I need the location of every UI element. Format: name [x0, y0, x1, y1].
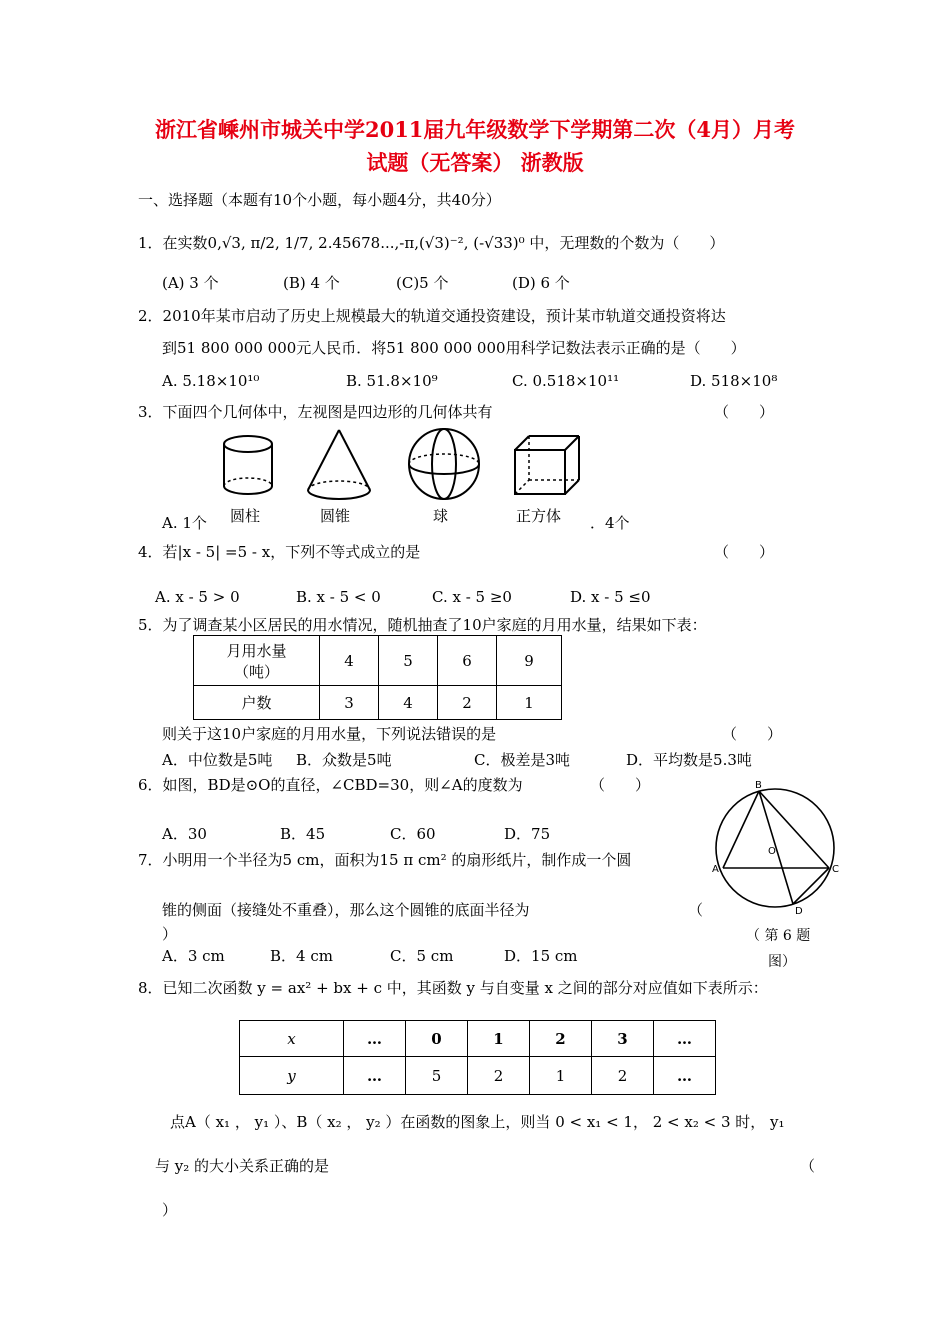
q2-option-a: A. 5.18×10¹⁰ — [162, 372, 260, 390]
q5-cell: 1 — [497, 686, 562, 720]
q8-x-label: x — [240, 1021, 344, 1057]
q8-y-cell: 1 — [530, 1057, 592, 1095]
q8-stem-3: 与 y₂ 的大小关系正确的是 — [155, 1157, 330, 1175]
q2-stem-line1: 2．2010年某市启动了历史上规模最大的轨道交通投资建设，预计某市轨道交通投资将达 — [138, 307, 726, 325]
q8-x-cell: 2 — [530, 1021, 592, 1057]
q1-option-b: (B) 4 个 — [283, 274, 340, 292]
q2-stem-line2: 到51 800 000 000元人民币．将51 800 000 000用科学记数法表示正确的是（ ） — [162, 339, 746, 357]
q5-water-table — [193, 635, 562, 720]
q4-stem: 4．若|x - 5| =5 - x，下列不等式成立的是 — [138, 543, 421, 561]
point-label-c: C — [832, 864, 839, 875]
q6-option-b: B．45 — [280, 825, 326, 843]
q8-y-label: y — [240, 1057, 344, 1095]
cylinder-shape — [224, 436, 272, 494]
q7-stem-line2: 锥的侧面（接缝处不重叠），那么这个圆锥的底面半径为 — [162, 901, 530, 919]
q5-cell: 3 — [320, 686, 379, 720]
q5-table-header-households: 户数 — [194, 686, 320, 720]
q5-header-usage-line2: （吨） — [233, 662, 279, 681]
q5-cell: 5 — [379, 636, 438, 686]
label-cylinder: 圆柱 — [230, 507, 261, 525]
q7-option-b: B．4 cm — [270, 947, 333, 965]
q5-cell: 6 — [438, 636, 497, 686]
sphere-shape — [409, 429, 479, 499]
q5-stem: 5．为了调查某小区居民的用水情况，随机抽查了10户家庭的月用水量，结果如下表： — [138, 616, 707, 634]
label-cone: 圆锥 — [320, 507, 351, 525]
q6-caption-line1: （ 第 6 题 — [746, 928, 811, 944]
q2-option-b: B. 51.8×10⁹ — [346, 372, 438, 390]
q6-bracket: （ ） — [590, 776, 651, 794]
q3-option-a: A. 1个 — [162, 514, 207, 532]
q7-bracket-open: （ — [688, 901, 704, 919]
q5-option-b: B．众数是5吨 — [296, 751, 392, 769]
point-label-a: A — [712, 864, 719, 875]
q1-stem: 1．在实数0,√3, π/2, 1/7, 2.45678...,-π,(√3)⁻², (-√33)⁰ 中，无理数的个数为（ ） — [138, 234, 725, 252]
q8-x-cell: … — [344, 1021, 406, 1057]
q8-bracket-close: ） — [162, 1201, 178, 1219]
q4-option-a: A. x - 5 > 0 — [155, 588, 240, 606]
q8-x-cell: 0 — [406, 1021, 468, 1057]
q5-cell: 4 — [320, 636, 379, 686]
q2-option-c: C. 0.518×10¹¹ — [512, 372, 620, 390]
q6-option-c: C．60 — [390, 825, 436, 843]
q7-option-a: A．3 cm — [162, 947, 225, 965]
q5-stem-2: 则关于这10户家庭的月用水量，下列说法错误的是 — [162, 725, 497, 743]
q4-bracket: （ ） — [714, 543, 775, 561]
q6-option-a: A．30 — [162, 825, 207, 843]
cube-shape — [515, 436, 579, 494]
q7-stem-line1: 7．小明用一个半径为5 cm，面积为15 π cm² 的扇形纸片，制作成一个圆 — [138, 851, 632, 869]
section-heading: 一、选择题（本题有10个小题，每小题4分，共40分） — [138, 191, 501, 209]
q5-header-usage-line1: 月用水量 — [226, 641, 287, 660]
document-title-line2: 试题（无答案） 浙教版 — [366, 150, 584, 175]
q3-stem: 3．下面四个几何体中，左视图是四边形的几何体共有 — [138, 403, 493, 421]
point-label-o: O — [768, 846, 776, 857]
q4-option-c: C. x - 5 ≥0 — [432, 588, 512, 606]
document-title-line1: 浙江省嵊州市城关中学2011届九年级数学下学期第二次（4月）月考 — [154, 117, 796, 142]
q8-y-cell: … — [654, 1057, 716, 1095]
q5-cell: 4 — [379, 686, 438, 720]
q1-option-d: (D) 6 个 — [512, 274, 570, 292]
label-cube: 正方体 — [516, 507, 562, 525]
q7-bracket-close: ） — [162, 925, 178, 943]
q8-x-cell: 3 — [592, 1021, 654, 1057]
label-sphere: 球 — [433, 507, 449, 525]
q4-option-d: D. x - 5 ≤0 — [570, 588, 651, 606]
q3-bracket: （ ） — [714, 403, 775, 421]
q8-stem: 8．已知二次函数 y = ax² + bx + c 中，其函数 y 与自变量 x 之间的部分对应值如下表所示： — [138, 979, 768, 997]
q8-y-cell: 5 — [406, 1057, 468, 1095]
q1-option-a: (A) 3 个 — [162, 274, 219, 292]
q2-option-d: D. 518×10⁸ — [690, 372, 778, 390]
q5-bracket: （ ） — [722, 725, 783, 743]
q8-bracket-open: （ — [800, 1157, 816, 1175]
q6-circle-figure — [705, 778, 845, 918]
cone-shape — [308, 430, 370, 499]
q5-cell: 9 — [497, 636, 562, 686]
q8-value-table — [239, 1020, 716, 1095]
q6-option-d: D．75 — [504, 825, 551, 843]
q8-y-cell: 2 — [468, 1057, 530, 1095]
q5-cell: 2 — [438, 686, 497, 720]
point-label-d: D — [795, 906, 803, 917]
q7-option-d: D．15 cm — [504, 947, 578, 965]
q3-option-d: ．4个 — [590, 514, 630, 532]
q6-caption-line2: 图） — [768, 954, 796, 970]
q8-stem-2: 点A（ x₁ ， y₁ ）、B（ x₂ ， y₂ ）在函数的图象上，则当 0 < x₁ < 1， 2 < x₂ < 3 时， y₁ — [170, 1113, 785, 1131]
q8-x-cell: … — [654, 1021, 716, 1057]
q6-stem: 6．如图，BD是⊙O的直径，∠CBD=30，则∠A的度数为 — [138, 776, 523, 794]
q8-y-cell: 2 — [592, 1057, 654, 1095]
q8-y-cell: … — [344, 1057, 406, 1095]
q1-option-c: (C)5 个 — [396, 274, 449, 292]
q5-option-a: A．中位数是5吨 — [162, 751, 273, 769]
q4-option-b: B. x - 5 < 0 — [296, 588, 381, 606]
q7-option-c: C．5 cm — [390, 947, 454, 965]
q5-option-c: C．极差是3吨 — [474, 751, 571, 769]
q5-option-d: D．平均数是5.3吨 — [626, 751, 752, 769]
q8-x-cell: 1 — [468, 1021, 530, 1057]
q5-table-header-usage — [194, 636, 320, 686]
point-label-b: B — [755, 780, 762, 791]
